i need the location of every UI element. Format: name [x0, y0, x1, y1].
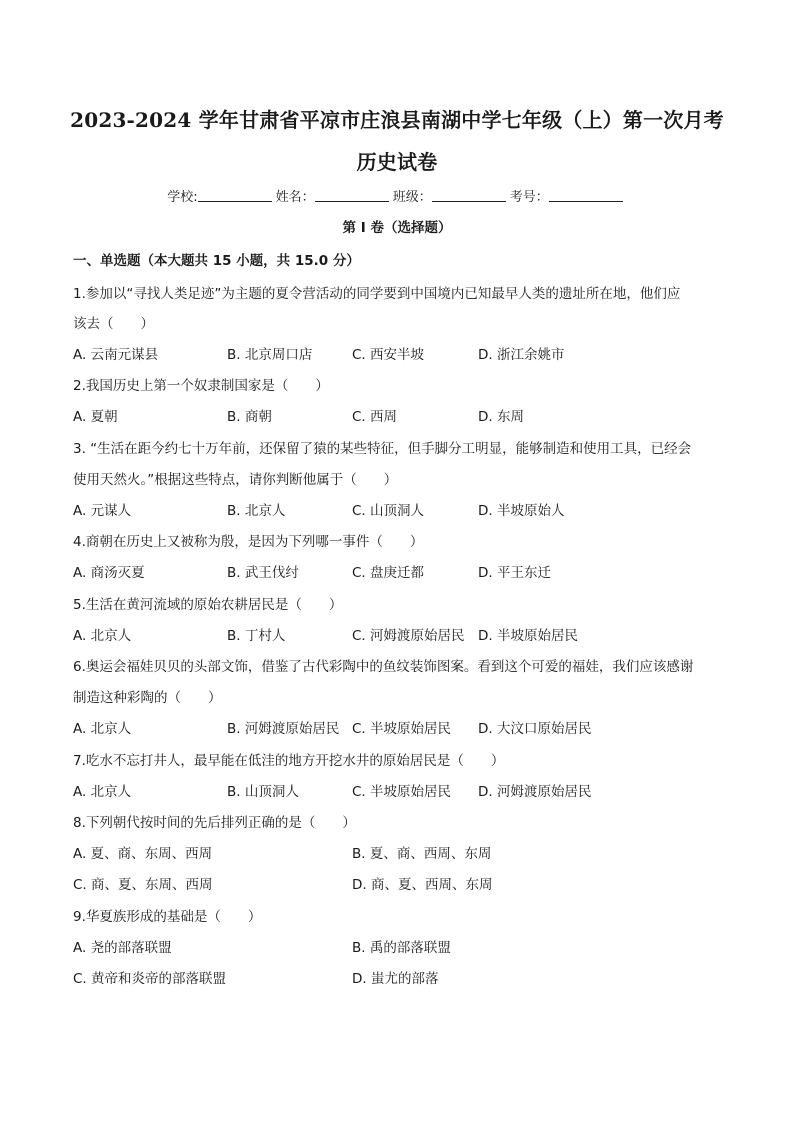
- question-1-option-b: B. 北京周口店: [227, 347, 313, 363]
- school-label: 学校:: [167, 190, 198, 205]
- question-7-stem-line1: 7.吃水不忘打井人，最早能在低洼的地方开挖水井的原始居民是（ ）: [73, 753, 505, 769]
- question-2-option-b: B. 商朝: [227, 409, 272, 425]
- question-9-option-a: A. 尧的部落联盟: [73, 940, 172, 956]
- section-heading: 一、单选题（本大题共 15 小题，共 15.0 分）: [73, 253, 360, 269]
- exam-title-line1: 2023-2024 学年甘肃省平凉市庄浪县南湖中学七年级（上）第一次月考: [70, 108, 724, 132]
- exam-no-label: 考号：: [509, 190, 549, 205]
- question-4-stem-line1: 4.商朝在历史上又被称为殷，是因为下列哪一事件（ ）: [73, 534, 424, 550]
- question-8-option-d: D. 商、夏、西周、东周: [352, 877, 493, 893]
- question-6-stem-line1: 6.奥运会福娃贝贝的头部文饰，借鉴了古代彩陶中的鱼纹装饰图案。看到这个可爱的福娃，我们应该感谢: [73, 659, 694, 675]
- question-3-option-d: D. 半坡原始人: [478, 503, 565, 519]
- name-label: 姓名：: [275, 190, 315, 205]
- question-6-option-c: C. 半坡原始居民: [352, 721, 452, 737]
- student-info-line: [0, 186, 794, 205]
- question-8-option-b: B. 夏、商、西周、东周: [352, 846, 492, 862]
- question-4-option-b: B. 武王伐纣: [227, 565, 299, 581]
- question-7-option-a: A. 北京人: [73, 784, 132, 800]
- question-7-option-c: C. 半坡原始居民: [352, 784, 452, 800]
- question-3-stem-line1: 3. “生活在距今约七十万年前，还保留了猿的某些特征，但手脚分工明显，能够制造和使用工具，已经会: [73, 441, 692, 457]
- section-title: 第 I 卷（选择题）: [342, 220, 452, 236]
- question-2-option-d: D. 东周: [478, 409, 524, 425]
- exam-title-line2: 历史试卷: [356, 150, 438, 174]
- question-1-option-d: D. 浙江余姚市: [478, 347, 565, 363]
- question-9-option-d: D. 蚩尤的部落: [352, 971, 439, 987]
- question-3-option-a: A. 元谋人: [73, 503, 132, 519]
- class-blank: [432, 189, 506, 202]
- question-6-option-d: D. 大汶口原始居民: [478, 721, 592, 737]
- question-4-option-a: A. 商汤灭夏: [73, 565, 145, 581]
- question-1-option-a: A. 云南元谋县: [73, 347, 159, 363]
- question-7-option-d: D. 河姆渡原始居民: [478, 784, 592, 800]
- question-9-stem-line1: 9.华夏族形成的基础是（ ）: [73, 909, 262, 925]
- name-blank: [315, 189, 389, 202]
- question-5-option-c: C. 河姆渡原始居民: [352, 628, 465, 644]
- question-5-option-b: B. 丁村人: [227, 628, 286, 644]
- question-8-option-c: C. 商、夏、东周、西周: [73, 877, 213, 893]
- question-9-option-b: B. 禹的部落联盟: [352, 940, 451, 956]
- question-2-option-c: C. 西周: [352, 409, 398, 425]
- class-label: 班级：: [392, 190, 432, 205]
- question-3-stem-line2: 使用天然火。”根据这些特点，请你判断他属于（ ）: [73, 472, 398, 488]
- question-8-stem-line1: 8.下列朝代按时间的先后排列正确的是（ ）: [73, 815, 356, 831]
- question-5-stem-line1: 5.生活在黄河流域的原始农耕居民是（ ）: [73, 597, 343, 613]
- exam-no-blank: [549, 189, 623, 202]
- question-3-option-c: C. 山顶洞人: [352, 503, 425, 519]
- question-6-option-a: A. 北京人: [73, 721, 132, 737]
- question-4-option-d: D. 平王东迁: [478, 565, 551, 581]
- question-4-option-c: C. 盘庚迁都: [352, 565, 425, 581]
- question-2-option-a: A. 夏朝: [73, 409, 118, 425]
- question-3-option-b: B. 北京人: [227, 503, 286, 519]
- question-5-option-d: D. 半坡原始居民: [478, 628, 578, 644]
- question-1-stem-line1: 1.参加以“寻找人类足迹”为主题的夏令营活动的同学要到中国境内已知最早人类的遗址所在地，他们应: [73, 286, 681, 302]
- question-6-option-b: B. 河姆渡原始居民: [227, 721, 340, 737]
- question-9-option-c: C. 黄帝和炎帝的部落联盟: [73, 971, 227, 987]
- question-8-option-a: A. 夏、商、东周、西周: [73, 846, 213, 862]
- question-6-stem-line2: 制造这种彩陶的（ ）: [73, 690, 222, 706]
- question-1-stem-line2: 该去（ ）: [73, 316, 154, 332]
- question-7-option-b: B. 山顶洞人: [227, 784, 299, 800]
- school-blank: [198, 189, 272, 202]
- question-5-option-a: A. 北京人: [73, 628, 132, 644]
- question-1-option-c: C. 西安半坡: [352, 347, 425, 363]
- question-2-stem-line1: 2.我国历史上第一个奴隶制国家是（ ）: [73, 378, 329, 394]
